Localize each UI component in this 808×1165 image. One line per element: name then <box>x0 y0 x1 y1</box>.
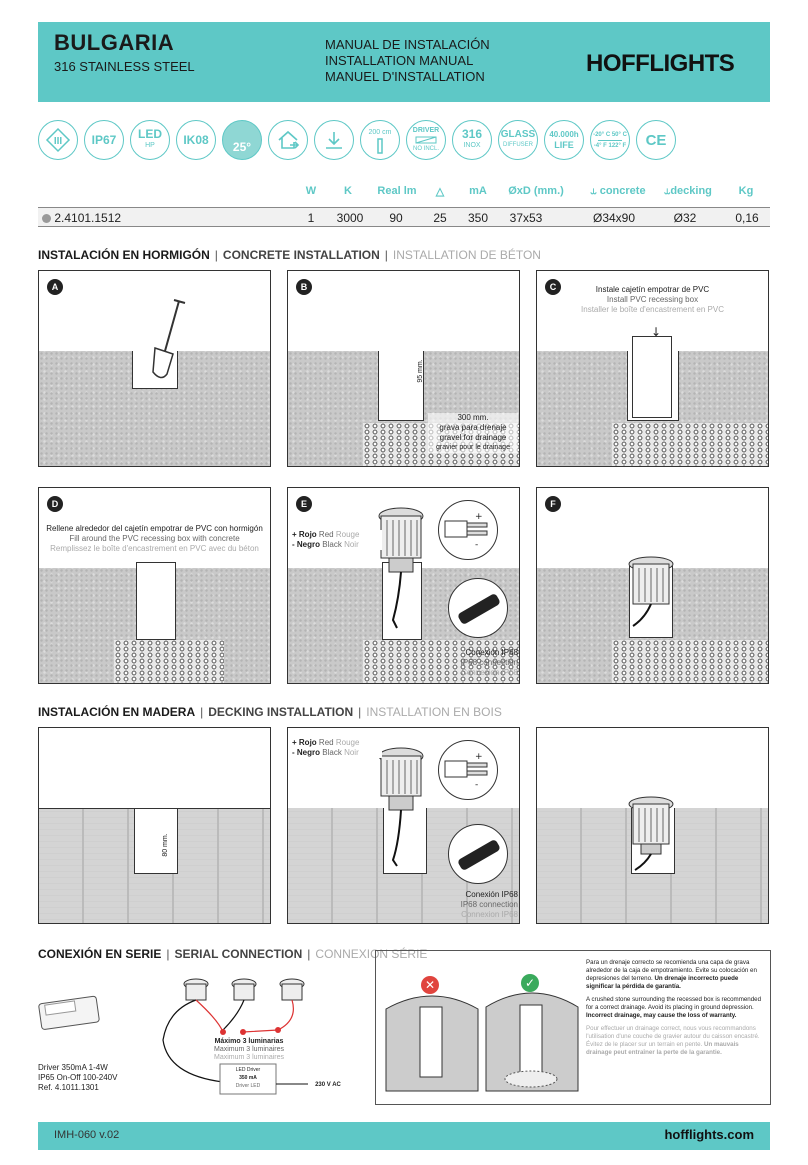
color-dot-icon <box>42 214 51 223</box>
luminaire-icon <box>373 742 433 882</box>
document-ref: IMH-060 v.02 <box>54 1129 120 1141</box>
svg-text:✕: ✕ <box>424 978 436 992</box>
decking-step-1-panel <box>38 727 271 924</box>
spec-table-header <box>38 185 770 203</box>
watt-cell: 1 <box>307 211 315 225</box>
step-c-panel <box>536 270 769 467</box>
depth-label: 80 mm. <box>162 833 169 857</box>
brand-logo: HOFFLIGHTS <box>586 50 735 77</box>
drainage-text: Para un drenaje correcto se recomienda una capa de grava alrededor de la caja de empotramiento. Evite su colocación en depresiones del terreno. Un drenaje incorrecto puede significar la pérdida de garantía. A crushed stone surrounding the recessed box is recommended for a correct drainage. Avoid its placing in ground depression. Incorrect drainage, may cause the loss of warranty. Pour effectuer un drainage correct, nous vous recommandons l'utilisation d'une couche de gravier autour du caisson encastré. Évitez de le placer sur un terrain en pente. Un mauvais drainage peut entraîner la perte de la garantie. <box>586 959 762 1056</box>
angle-cell: 25 <box>433 211 447 225</box>
luminaire-icon <box>373 498 433 638</box>
luminaire-3-icon <box>280 979 304 1000</box>
step-e-badge: E <box>296 496 312 512</box>
luminaire-2-icon <box>232 979 256 1000</box>
lumen-cell: 90 <box>389 211 403 225</box>
decking-step-2-panel <box>287 727 520 924</box>
gravel-layer <box>612 423 769 467</box>
wire-legend: + Rojo Red Rouge - Negro Black Noir <box>292 530 382 550</box>
svg-text:✓: ✓ <box>524 976 536 990</box>
step-f-badge: F <box>545 496 561 512</box>
shovel-icon <box>139 296 189 386</box>
decking-icon: ⥿ <box>664 185 671 197</box>
led-driver-box: LED Driver 350 mA Driver LED <box>235 1067 261 1089</box>
svg-text:-: - <box>475 540 479 550</box>
max-luminaires-label: Máximo 3 luminarias Maximum 3 luminaires Maximum 3 luminaires <box>213 1038 285 1061</box>
svg-text:+: + <box>475 512 483 522</box>
concrete-cell: Ø34x90 <box>592 211 636 225</box>
surface-line <box>39 808 271 809</box>
step-e-panel <box>287 487 520 684</box>
pvc-box <box>632 336 672 418</box>
manual-title-fr: MANUEL D'INSTALLATION <box>325 69 485 84</box>
col-dimensions: ØxD (mm.) <box>508 185 564 197</box>
header-band <box>38 22 770 102</box>
gravel-layer <box>612 640 769 684</box>
kelvin-cell: 3000 <box>336 211 364 225</box>
step-b-panel <box>287 270 520 467</box>
home-icon <box>268 120 308 160</box>
ma-cell: 350 <box>467 211 489 225</box>
luminaire-1-icon <box>184 979 208 1000</box>
manual-title-en: INSTALLATION MANUAL <box>325 53 474 68</box>
step-a-panel <box>38 270 271 467</box>
step-a-badge: A <box>47 279 63 295</box>
manual-title-es: MANUAL DE INSTALACIÓN <box>325 37 490 52</box>
glass-diffuser-icon: GLASS DIFFUSER <box>498 120 538 160</box>
decking-cell: Ø32 <box>673 211 697 225</box>
dimension-cell: 37x53 <box>509 211 543 225</box>
concrete-icon: ⥿ <box>590 185 597 197</box>
step-f-panel <box>536 487 769 684</box>
spec-table-row <box>38 207 770 227</box>
driver-icon: DRIVER NO INCL. <box>406 120 446 160</box>
life-icon: 40.000h LIFE <box>544 120 584 160</box>
gravel-layer <box>114 640 224 684</box>
step-c-text: Instale cajetín empotrar de PVC Install PVC recessing box Installer le boîte d'encastrement en PVC <box>581 285 724 314</box>
drilled-hole <box>134 808 178 874</box>
concrete-section-title: INSTALACIÓN EN HORMIGÓN | CONCRETE INSTALLATION | INSTALLATION DE BÉTON <box>38 248 541 262</box>
ik08-icon: IK08 <box>176 120 216 160</box>
voltage-label: 230 V AC <box>315 1082 341 1088</box>
ce-icon: CE <box>636 120 676 160</box>
decking-step-3-panel <box>536 727 769 924</box>
connector-detail-circle <box>448 578 508 638</box>
led-hp-icon: LED HP <box>130 120 170 160</box>
col-angle: △ <box>435 186 445 198</box>
footer-band <box>38 1122 770 1150</box>
col-kg: Kg <box>738 185 754 197</box>
pvc-box <box>136 562 176 640</box>
serial-section-title: CONEXIÓN EN SERIE | SERIAL CONNECTION | CONNEXION SÉRIE <box>38 947 428 961</box>
installed-luminaire-icon <box>625 554 679 634</box>
ref-cell: 2.4101.1512 <box>42 211 121 225</box>
manual-titles <box>325 37 490 85</box>
step-b-badge: B <box>296 279 312 295</box>
step-d-panel <box>38 487 271 684</box>
drainage-info-box <box>375 950 771 1105</box>
decking-section-title: INSTALACIÓN EN MADERA | DECKING INSTALLATION | INSTALLATION EN BOIS <box>38 705 502 719</box>
down-arrow-icon: ↓ <box>651 325 662 339</box>
svg-text:-: - <box>475 780 479 790</box>
kg-cell: 0,16 <box>735 211 759 225</box>
ip67-icon: IP67 <box>84 120 124 160</box>
step-d-badge: D <box>47 496 63 512</box>
gravel-note: 300 mm. grava para drenaje gravel for drainage gravier pour le drainage <box>428 413 518 453</box>
connector-detail-circle <box>448 824 508 884</box>
website-link[interactable]: hofflights.com <box>664 1127 754 1142</box>
depth-label: 95 mm. <box>417 359 424 383</box>
driver-spec: Driver 350mA 1-4W IP65 On-Off 100-240V Ref. 4.1011.1301 <box>38 1063 118 1092</box>
inox-icon: 316 INOX <box>452 120 492 160</box>
class-iii-icon <box>38 120 78 160</box>
ip68-connection-label: Conexión IP68 IP68 connection Connexion IP68 <box>460 648 518 677</box>
beam-angle-icon: 25° <box>222 120 262 160</box>
cable-icon: 200 cm <box>360 120 400 160</box>
col-real-lm: Real lm <box>377 185 417 197</box>
driver-unit-icon <box>38 996 99 1030</box>
col-concrete: ⥿ concrete <box>590 185 646 197</box>
wire-detail-circle <box>438 740 498 800</box>
temperature-icon: -20° C 50° C -4° F 122° F <box>590 120 630 160</box>
product-subtitle: 316 STAINLESS STEEL <box>54 59 195 74</box>
feature-icons <box>38 120 738 164</box>
drainage-diagram <box>382 961 582 1099</box>
product-title: BULGARIA <box>54 30 175 55</box>
installed-luminaire-icon <box>625 794 679 874</box>
download-icon <box>314 120 354 160</box>
col-k: K <box>344 185 352 197</box>
step-d-text: Rellene alrededor del cajetín empotrar de PVC con hormigón Fill around the PVC recessing box with concrete Remplissez le boîte d'encastrement en PVC avec du béton <box>46 524 263 553</box>
col-decking: ⥿decking <box>664 185 712 197</box>
col-ma: mA <box>469 185 487 197</box>
wire-detail-circle <box>438 500 498 560</box>
svg-text:III: III <box>53 136 63 147</box>
svg-text:+: + <box>475 752 483 762</box>
wire-legend: + Rojo Red Rouge - Negro Black Noir <box>292 738 382 758</box>
step-c-badge: C <box>545 279 561 295</box>
col-w: W <box>305 185 317 197</box>
ip68-connection-label: Conexión IP68 IP68 connection Connexion IP68 <box>460 890 518 919</box>
